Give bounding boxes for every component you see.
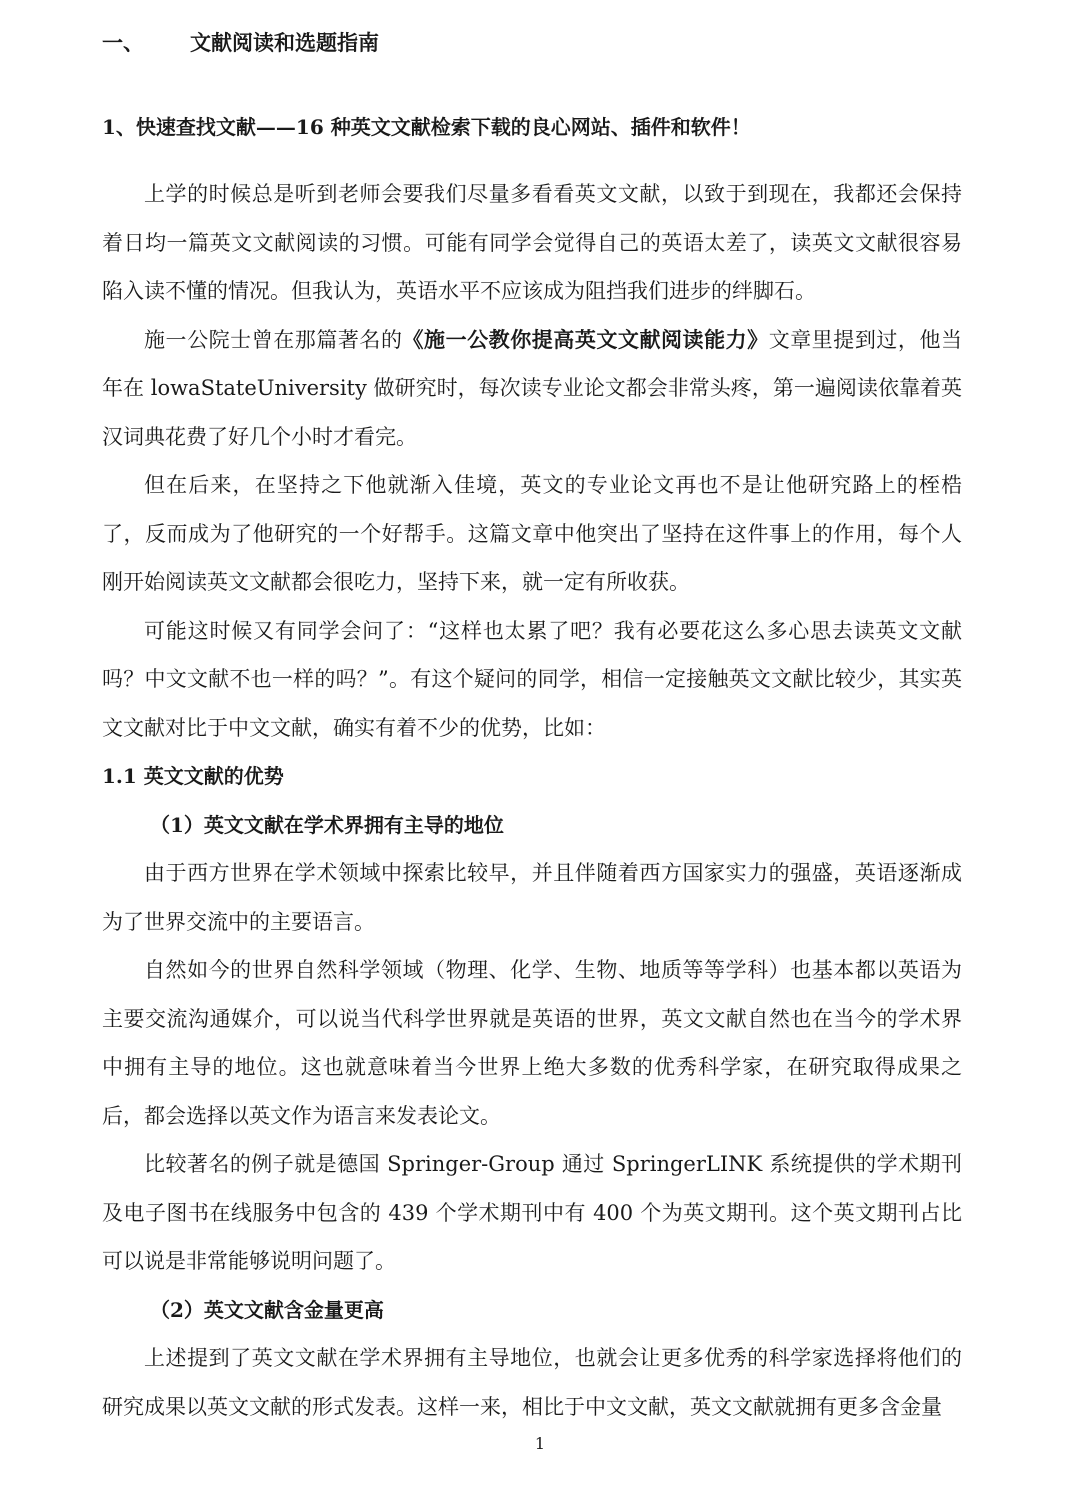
subheading: （1）英文文献在学术界拥有主导的地位 xyxy=(150,812,504,837)
paragraph: 上学的时候总是听到老师会要我们尽量多看看英文文献，以致于到现在，我都还会保持着日均一篇英文文献阅读的习惯。可能有同学会觉得自己的英语太差了，读英文文献很容易陷入读不懂的情况。但我认为，英语水平不应该成为阻挡我们进步的绊脚石。 xyxy=(102,182,962,303)
paragraph: 比较著名的例子就是德国 Springer-Group 通过 SpringerLINK 系统提供的学术期刊及电子图书在线服务中包含的 439 个学术期刊中有 400 个为英文期刊。这个英文期刊占比可以说是非常能够说明问题了。 xyxy=(102,1152,962,1273)
chapter-title: 文献阅读和选题指南 xyxy=(190,30,379,55)
paragraph: 由于西方世界在学术领域中探索比较早，并且伴随着西方国家实力的强盛，英语逐渐成为了世界交流中的主要语言。 xyxy=(102,861,962,934)
paragraph: 但在后来，在坚持之下他就渐入佳境，英文的专业论文再也不是让他研究路上的桎梏了，反而成为了他研究的一个好帮手。这篇文章中他突出了坚持在这件事上的作用，每个人刚开始阅读英文文献都会很吃力，坚持下来，就一定有所收获。 xyxy=(102,473,962,594)
section-title: 1、快速查找文献——16 种英文文献检索下载的良心网站、插件和软件！ xyxy=(102,115,751,139)
paragraph-text: 施一公院士曾在那篇著名的 xyxy=(144,327,403,352)
paragraph xyxy=(102,316,962,462)
article-title: 《施一公教你提高英文文献阅读能力》 xyxy=(402,326,769,352)
subsection-heading: 1.1 英文文献的优势 xyxy=(102,764,284,788)
chapter-heading xyxy=(102,26,379,60)
paragraph: 自然如今的世界自然科学领域（物理、化学、生物、地质等等学科）也基本都以英语为主要交流沟通媒介，可以说当代科学世界就是英语的世界，英文文献自然也在当今的学术界中拥有主导的地位。这也就意味着当今世界上绝大多数的优秀科学家，在研究取得成果之后，都会选择以英文作为语言来发表论文。 xyxy=(102,958,962,1128)
paragraph-text: 文章里提到过，他当年在 lowaStateUniversity 做研究时，每次读专业论文都会非常头疼，第一遍阅读依靠着英汉词典花费了好几个小时才看完。 xyxy=(102,327,963,449)
subheading: （2）英文文献含金量更高 xyxy=(150,1297,384,1322)
page-number: 1 xyxy=(534,1434,546,1453)
chapter-number: 一、 xyxy=(102,30,144,55)
paragraph: 上述提到了英文文献在学术界拥有主导地位，也就会让更多优秀的科学家选择将他们的研究成果以英文文献的形式发表。这样一来，相比于中文文献，英文文献就拥有更多含金量 xyxy=(102,1346,962,1419)
paragraph: 可能这时候又有同学会问了：“这样也太累了吧？我有必要花这么多心思去读英文文献吗？中文文献不也一样的吗？”。有这个疑问的同学，相信一定接触英文文献比较少，其实英文文献对比于中文文献，确实有着不少的优势，比如： xyxy=(102,618,962,740)
body-text xyxy=(102,170,962,1431)
